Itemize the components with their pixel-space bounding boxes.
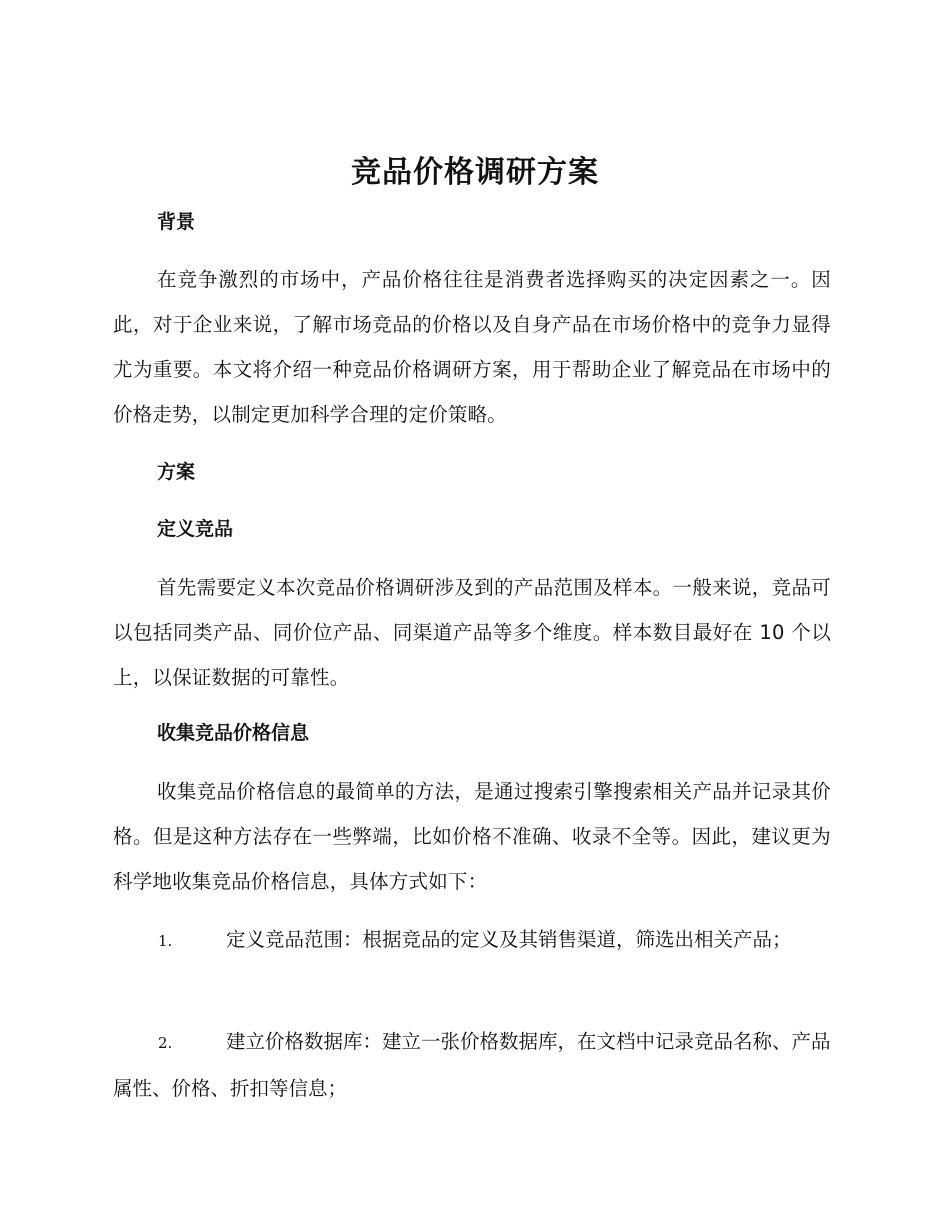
- paragraph-define-competitors: 首先需要定义本次竞品价格调研涉及到的产品范围及样本。一般来说，竞品可以包括同类产品、同价位产品、同渠道产品等多个维度。样本数目最好在 10 个以上，以保证数据的可靠性。: [113, 576, 831, 689]
- list-item-2: [113, 1019, 831, 1111]
- list-item-1: [113, 917, 831, 964]
- section-heading-plan: 方案: [157, 461, 196, 483]
- list-item-text: 建立价格数据库：建立一张价格数据库，在文档中记录竞品名称、产品属性、价格、折扣等信息；: [113, 1030, 831, 1100]
- document-title: 竞品价格调研方案: [351, 155, 599, 190]
- list-item-text: 定义竞品范围：根据竞品的定义及其销售渠道，筛选出相关产品；: [226, 928, 792, 951]
- section-heading-collect-prices: 收集竞品价格信息: [157, 722, 310, 744]
- list-number: 1.: [158, 932, 173, 950]
- paragraph-background: 在竞争激烈的市场中，产品价格往往是消费者选择购买的决定因素之一。因此，对于企业来说，了解市场竞品的价格以及自身产品在市场价格中的竞争力显得尤为重要。本文将介绍一种竞品价格调研方案，用于帮助企业了解竞品在市场中的价格走势，以制定更加科学合理的定价策略。: [113, 268, 831, 426]
- section-heading-background: 背景: [157, 211, 196, 233]
- section-heading-define-competitors: 定义竞品: [157, 518, 234, 540]
- list-number: 2.: [158, 1034, 173, 1052]
- paragraph-collect-prices: 收集竞品价格信息的最简单的方法，是通过搜索引擎搜索相关产品并记录其价格。但是这种方法存在一些弊端，比如价格不准确、收录不全等。因此，建议更为科学地收集竞品价格信息，具体方式如下：: [113, 780, 831, 893]
